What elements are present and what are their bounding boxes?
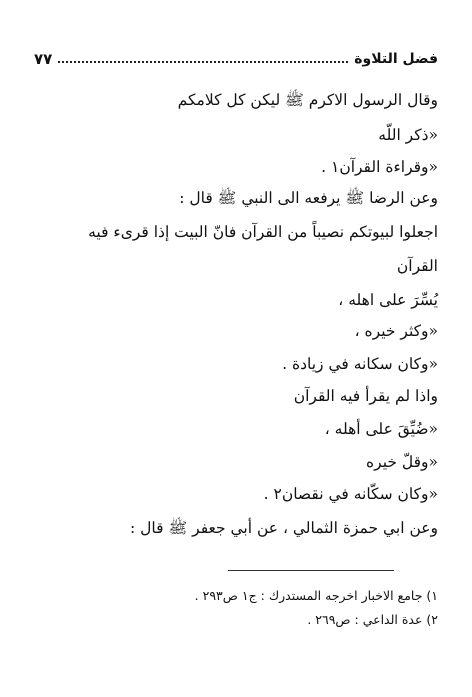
body-line: يُسِّرَ على اهله ، xyxy=(338,291,438,309)
body-line: «وقلّ خيره xyxy=(366,453,438,471)
body-line: «وكثر خيره ، xyxy=(354,322,438,340)
body-line: وعن ابي حمزة الثمالي ، عن أبي جعفر ﷺ قال : xyxy=(130,519,438,537)
footnote: ٢) عدة الداعي : ص٢٦٩ . xyxy=(307,612,438,627)
running-header xyxy=(34,48,438,70)
page-number: ٧٧ xyxy=(34,50,53,68)
body-line: اجعلوا لبيوتكم نصيباً من القرآن فانّ البيت إذا قرىء فيه xyxy=(88,223,438,241)
body-line: «وكان سكّانه في نقصان٢ . xyxy=(263,485,438,503)
body-line: واذا لم يقرأ فيه القرآن xyxy=(293,387,438,405)
body-line: القرآن xyxy=(396,257,438,275)
body-line: وقال الرسول الاكرم ﷺ ليكن كل كلامكم xyxy=(177,91,438,109)
body-line: «ضُيِّقَ على أهله ، xyxy=(324,420,438,438)
body-line: «وقراءة القرآن١ . xyxy=(321,158,438,176)
body-line: «وكان سكانه في زيادة . xyxy=(282,355,438,373)
chapter-title: فضل التلاوة xyxy=(354,51,438,67)
footnote-divider xyxy=(228,570,394,571)
body-line: «ذكر اللّه xyxy=(378,126,438,144)
body-line: وعن الرضا ﷺ يرفعه الى النبي ﷺ قال : xyxy=(179,189,438,207)
header-dot-leader xyxy=(58,61,348,63)
footnote: ١) جامع الاخبار اخرجه المستدرك : ج١ ص٢٩٣ . xyxy=(194,588,438,603)
